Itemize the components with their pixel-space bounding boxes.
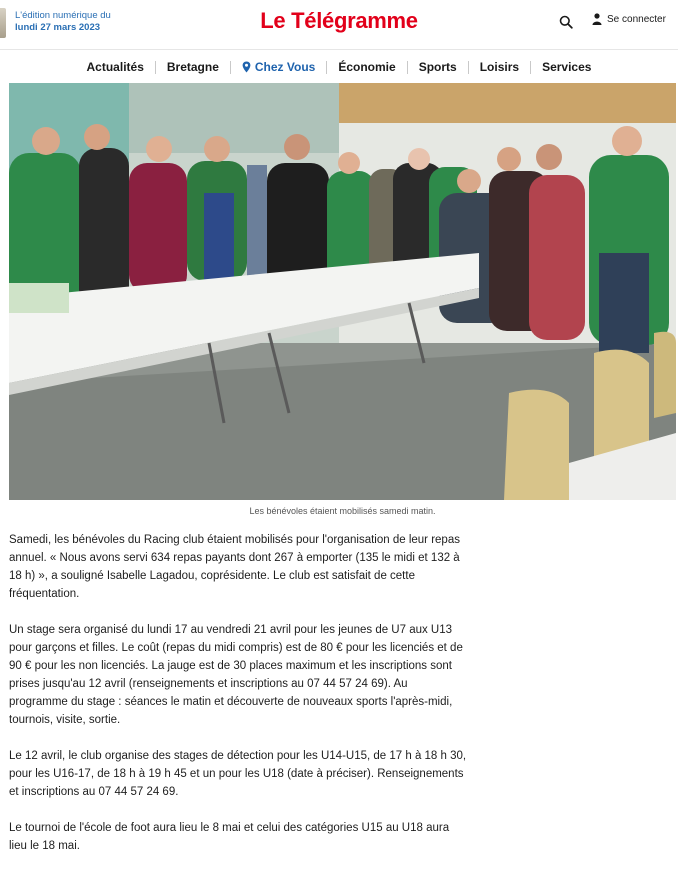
header-divider [0, 49, 678, 50]
nav-label: Actualités [86, 60, 144, 74]
nav-label: Loisirs [479, 60, 520, 74]
nav-label: Sports [418, 60, 457, 74]
main-navigation [0, 58, 678, 76]
article-photo[interactable] [9, 83, 676, 500]
login-button[interactable] [592, 13, 666, 25]
nav-item-economie[interactable] [327, 60, 406, 74]
edition-date: lundi 27 mars 2023 [15, 22, 101, 33]
nav-item-bretagne[interactable] [156, 60, 230, 74]
location-pin-icon [242, 61, 251, 73]
photo-caption: Les bénévoles étaient mobilisés samedi matin. [249, 506, 436, 516]
nav-label: Bretagne [166, 60, 219, 74]
nav-label: Économie [338, 60, 396, 74]
article-paragraph: Le tournoi de l'école de foot aura lieu le 8 mai et celui des catégories U15 au U18 aura lieu le 18 mai. [9, 822, 450, 852]
nav-item-sports[interactable] [408, 60, 468, 74]
nav-label: Services [542, 60, 592, 74]
article-paragraph: Le 12 avril, le club organise des stages de détection pour les U14-U15, de 17 h à 18 h 30, pour les U16-17, de 18 h à 19 h 45 et un pour les U18 (date à préciser). Renseignements et inscriptions au 07 44 57 24 69. [9, 750, 467, 798]
nav-label: Chez Vous [254, 60, 316, 74]
login-label: Se connecter [607, 13, 666, 25]
article-paragraph: Un stage sera organisé du lundi 17 au vendredi 21 avril pour les jeunes de U7 aux U13 pour garçons et filles. Le coût (repas du midi compris) est de 80 € pour les licenciés et de 90 € pour les non licenciés. La jauge est de 30 places maximum et les inscriptions sont prises jusqu'au 12 avril (renseignements et inscriptions au 07 44 57 24 69). Au programme du stage : séances le matin et découverte de nouveaux sports l'après-midi, tournois, visite, sortie. [9, 624, 463, 726]
volunteers-group-photo [9, 83, 676, 500]
article-body [9, 531, 469, 873]
nav-item-actualites[interactable] [76, 60, 155, 74]
edition-thumbnail[interactable] [0, 8, 6, 38]
search-icon[interactable] [559, 15, 573, 29]
logo-text[interactable]: Le Télégramme [260, 8, 418, 33]
nav-item-loisirs[interactable] [469, 60, 530, 74]
user-icon [592, 13, 602, 25]
article-paragraph: Samedi, les bénévoles du Racing club étaient mobilisés pour l'organisation de leur repas annuel. « Nous avons servi 634 repas payants dont 267 à emporter (135 le midi et 132 à 18 h) », a souligné Isabelle Lagadou, coprésidente. Le club est satisfait de cette fréquentation. [9, 534, 460, 600]
nav-item-chez-vous[interactable] [231, 60, 326, 74]
top-bar [0, 0, 678, 44]
digital-edition-link[interactable] [15, 10, 111, 34]
nav-item-services[interactable] [531, 60, 602, 74]
edition-label: L'édition numérique du [15, 10, 111, 21]
